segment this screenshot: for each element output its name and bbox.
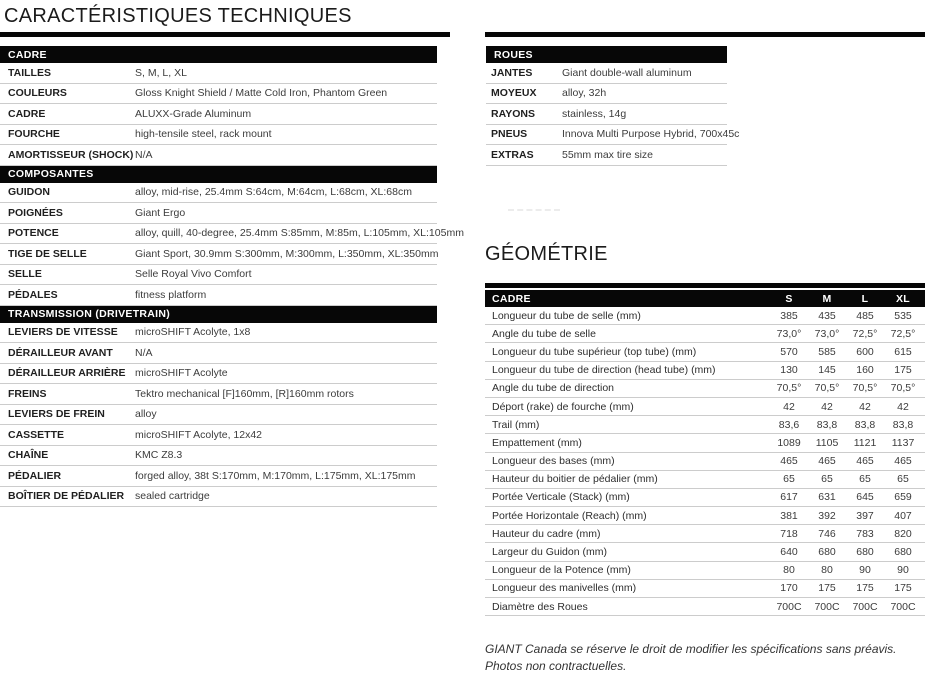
geometry-row-label: Portée Horizontale (Reach) (mm) — [492, 509, 647, 522]
geometry-value: 615 — [894, 345, 912, 358]
spec-value: alloy, mid-rise, 25.4mm S:64cm, M:64cm, L:68cm, XL:68cm — [135, 186, 412, 199]
geometry-row — [485, 507, 925, 525]
footer-disclaimer: GIANT Canada se réserve le droit de modifier les spécifications sans préavis. Photos non contractuelles. — [485, 642, 897, 674]
geometry-row-label: Largeur du Guidon (mm) — [492, 546, 607, 559]
geometry-row — [485, 307, 925, 325]
geometry-value: 1137 — [891, 436, 915, 449]
geometry-value: 70,5° — [852, 382, 878, 395]
spec-value: forged alloy, 38t S:170mm, M:170mm, L:175mm, XL:175mm — [135, 469, 416, 482]
spec-value: Tektro mechanical [F]160mm, [R]160mm rotors — [135, 387, 354, 400]
geometry-value: 631 — [818, 491, 836, 504]
geometry-row — [485, 434, 925, 452]
spec-value: 55mm max tire size — [562, 148, 654, 161]
geometry-value: 617 — [780, 491, 798, 504]
geometry-value: 783 — [856, 527, 874, 540]
spec-label: POIGNÉES — [8, 206, 63, 219]
geometry-value: 485 — [856, 309, 874, 322]
geometry-row — [485, 543, 925, 561]
spec-row — [0, 343, 437, 364]
spec-row — [0, 425, 437, 446]
geometry-size-column-header: L — [861, 292, 869, 305]
spec-value: Gloss Knight Shield / Matte Cold Iron, Phantom Green — [135, 87, 388, 100]
geometry-value: 42 — [783, 400, 795, 413]
geometry-value: 680 — [818, 546, 836, 559]
geometry-table — [485, 290, 925, 616]
geometry-value: 407 — [894, 509, 912, 522]
spec-label: PNEUS — [491, 128, 528, 141]
geometry-value: 83,8 — [892, 418, 914, 431]
geometry-value: 585 — [818, 345, 836, 358]
spec-value: alloy, 32h — [562, 87, 607, 100]
geometry-value: 70,5° — [776, 382, 802, 395]
geometry-row-label: Diamètre des Roues — [492, 600, 588, 613]
spec-value: microSHIFT Acolyte — [135, 367, 228, 380]
spec-tables-left-column — [0, 46, 464, 507]
geometry-row-label: Longueur du tube de direction (head tube) (mm) — [492, 364, 716, 377]
geometry-row — [485, 362, 925, 380]
spec-row — [0, 104, 437, 125]
spec-label: POTENCE — [8, 227, 59, 240]
spec-label: JANTES — [491, 66, 533, 79]
geometry-value: 570 — [780, 345, 798, 358]
spec-row — [0, 323, 437, 344]
geometry-value: 645 — [856, 491, 874, 504]
spec-value: Giant Sport, 30.9mm S:300mm, M:300mm, L:350mm, XL:350mm — [135, 247, 439, 260]
geometry-row — [485, 580, 925, 598]
geometry-value: 73,0° — [814, 327, 840, 340]
spec-label: PÉDALES — [8, 288, 58, 301]
geometry-value: 465 — [818, 455, 836, 468]
geometry-value: 746 — [818, 527, 836, 540]
spec-row — [0, 405, 437, 426]
geometry-row — [485, 562, 925, 580]
geometry-value: 80 — [783, 564, 795, 577]
spec-value: fitness platform — [135, 288, 207, 301]
spec-label: DÉRAILLEUR ARRIÈRE — [8, 367, 126, 380]
spec-value: microSHIFT Acolyte, 1x8 — [135, 326, 251, 339]
spec-value: sealed cartridge — [135, 490, 210, 503]
spec-value: high-tensile steel, rack mount — [135, 128, 272, 141]
geometry-row-label: Longueur de la Potence (mm) — [492, 564, 631, 577]
geometry-value: 145 — [818, 364, 836, 377]
spec-label: FOURCHE — [8, 128, 60, 141]
spec-label: CADRE — [8, 107, 46, 120]
geometry-row — [485, 398, 925, 416]
geometry-value: 535 — [894, 309, 912, 322]
geometry-value: 83,6 — [778, 418, 800, 431]
geometry-value: 175 — [894, 582, 912, 595]
spec-value: Giant Ergo — [135, 206, 186, 219]
geometry-title-rule — [485, 283, 925, 288]
geometry-row-label: Longueur du tube de selle (mm) — [492, 309, 641, 322]
geometry-value: 175 — [856, 582, 874, 595]
spec-row — [0, 384, 437, 405]
geometry-header-row — [485, 290, 925, 307]
section-header: COMPOSANTES — [0, 166, 437, 183]
geometry-row-label: Longueur des manivelles (mm) — [492, 582, 637, 595]
geometry-value: 700C — [814, 600, 840, 613]
geometry-value: 83,8 — [854, 418, 876, 431]
page-title: CARACTÉRISTIQUES TECHNIQUES — [4, 5, 352, 27]
section-header: CADRE — [0, 46, 437, 63]
spec-value: alloy, quill, 40-degree, 25.4mm S:85mm, M:85m, L:105mm, XL:105mm — [135, 227, 464, 240]
geometry-value: 700C — [776, 600, 802, 613]
spec-value: ALUXX-Grade Aluminum — [135, 107, 252, 120]
geometry-value: 1121 — [853, 436, 877, 449]
geometry-value: 600 — [856, 345, 874, 358]
geometry-size-column-header: S — [785, 292, 793, 305]
spec-row — [0, 466, 437, 487]
geometry-value: 73,0° — [776, 327, 802, 340]
spec-label: FREINS — [8, 387, 47, 400]
spec-row — [0, 244, 437, 265]
spec-row — [0, 285, 437, 306]
geometry-value: 175 — [818, 582, 836, 595]
geometry-value: 42 — [897, 400, 909, 413]
spec-value: microSHIFT Acolyte, 12x42 — [135, 428, 263, 441]
spec-row — [0, 487, 437, 508]
geometry-row-label: Longueur du tube supérieur (top tube) (mm) — [492, 345, 697, 358]
wheels-spec-table — [486, 46, 740, 166]
spec-row — [486, 125, 740, 146]
spec-row — [0, 364, 437, 385]
spec-row — [486, 145, 727, 166]
spec-label: CASSETTE — [8, 428, 65, 441]
geometry-row — [485, 380, 925, 398]
geometry-value: 42 — [821, 400, 833, 413]
geometry-value: 65 — [859, 473, 871, 486]
spec-label: LEVIERS DE FREIN — [8, 408, 105, 421]
geometry-size-column-header: XL — [895, 292, 911, 305]
geometry-value: 700C — [852, 600, 878, 613]
spec-value: N/A — [135, 346, 153, 359]
geometry-row-label: Empattement (mm) — [492, 436, 582, 449]
spec-label: RAYONS — [491, 107, 535, 120]
title-rule-right — [485, 32, 925, 37]
spec-row — [0, 203, 437, 224]
geometry-value: 392 — [818, 509, 836, 522]
geometry-row-label: Angle du tube de selle — [492, 327, 596, 340]
geometry-value: 1105 — [815, 436, 839, 449]
geometry-value: 465 — [856, 455, 874, 468]
geometry-row-label: Hauteur du cadre (mm) — [492, 527, 601, 540]
title-rule-left — [0, 32, 450, 37]
geometry-value: 465 — [894, 455, 912, 468]
spec-row — [0, 63, 437, 84]
spec-value: Selle Royal Vivo Comfort — [135, 268, 252, 281]
spec-row — [486, 63, 727, 84]
geometry-value: 160 — [856, 364, 874, 377]
geometry-header-label: CADRE — [492, 292, 531, 305]
geometry-value: 465 — [780, 455, 798, 468]
spec-row — [0, 224, 464, 245]
spec-value: alloy — [135, 408, 157, 421]
geometry-value: 397 — [856, 509, 874, 522]
spec-value: S, M, L, XL — [135, 66, 187, 79]
geometry-row — [485, 325, 925, 343]
geometry-value: 42 — [859, 400, 871, 413]
geometry-value: 680 — [856, 546, 874, 559]
spec-row — [0, 145, 437, 166]
geometry-value: 70,5° — [890, 382, 916, 395]
geometry-value: 90 — [897, 564, 909, 577]
spec-value: stainless, 14g — [562, 107, 627, 120]
geometry-value: 820 — [894, 527, 912, 540]
section-header: TRANSMISSION (DRIVETRAIN) — [0, 306, 437, 323]
spec-label: AMORTISSEUR (SHOCK) — [8, 148, 134, 161]
geometry-value: 83,8 — [816, 418, 838, 431]
spec-row — [0, 183, 437, 204]
spec-label: COULEURS — [8, 87, 67, 100]
geometry-row — [485, 343, 925, 361]
spec-value: N/A — [135, 148, 153, 161]
spec-label: TIGE DE SELLE — [8, 247, 87, 260]
geometry-value: 659 — [894, 491, 912, 504]
spec-label: BOÎTIER DE PÉDALIER — [8, 490, 125, 503]
section-header: ROUES — [486, 46, 727, 63]
geometry-value: 1089 — [777, 436, 801, 449]
geometry-value: 718 — [780, 527, 798, 540]
geometry-value: 72,5° — [852, 327, 878, 340]
spec-value: Giant double-wall aluminum — [562, 66, 692, 79]
spec-label: MOYEUX — [491, 87, 537, 100]
geometry-value: 80 — [821, 564, 833, 577]
geometry-value: 65 — [821, 473, 833, 486]
geometry-value: 381 — [780, 509, 798, 522]
spec-label: PÉDALIER — [8, 469, 62, 482]
geometry-row — [485, 598, 925, 616]
geometry-row-label: Longueur des bases (mm) — [492, 455, 615, 468]
spec-row — [0, 265, 437, 286]
geometry-row-label: Hauteur du boitier de pédalier (mm) — [492, 473, 658, 486]
spec-label: GUIDON — [8, 186, 50, 199]
geometry-value: 700C — [890, 600, 916, 613]
geometry-section-title: GÉOMÉTRIE — [485, 243, 608, 265]
geometry-value: 640 — [780, 546, 798, 559]
geometry-value: 175 — [894, 364, 912, 377]
spec-label: CHAÎNE — [8, 449, 49, 462]
geometry-value: 680 — [894, 546, 912, 559]
spec-value: Innova Multi Purpose Hybrid, 700x45c — [562, 128, 740, 141]
geometry-value: 65 — [897, 473, 909, 486]
spec-label: SELLE — [8, 268, 42, 281]
spec-row — [0, 84, 437, 105]
geometry-row-label: Portée Verticale (Stack) (mm) — [492, 491, 630, 504]
faded-artifact — [508, 209, 560, 211]
spec-label: EXTRAS — [491, 148, 534, 161]
geometry-row — [485, 453, 925, 471]
geometry-value: 65 — [783, 473, 795, 486]
geometry-row-label: Déport (rake) de fourche (mm) — [492, 400, 634, 413]
spec-row — [0, 125, 437, 146]
spec-label: LEVIERS DE VITESSE — [8, 326, 118, 339]
spec-row — [486, 84, 727, 105]
spec-row — [486, 104, 727, 125]
spec-label: TAILLES — [8, 66, 51, 79]
geometry-size-column-header: M — [822, 292, 832, 305]
geometry-value: 385 — [780, 309, 798, 322]
geometry-value: 130 — [780, 364, 798, 377]
geometry-value: 70,5° — [814, 382, 840, 395]
spec-row — [0, 446, 437, 467]
geometry-row — [485, 471, 925, 489]
geometry-value: 170 — [780, 582, 798, 595]
geometry-value: 72,5° — [890, 327, 916, 340]
geometry-value: 90 — [859, 564, 871, 577]
spec-value: KMC Z8.3 — [135, 449, 183, 462]
geometry-row-label: Angle du tube de direction — [492, 382, 615, 395]
geometry-row — [485, 416, 925, 434]
geometry-row — [485, 525, 925, 543]
geometry-row-label: Trail (mm) — [492, 418, 540, 431]
spec-label: DÉRAILLEUR AVANT — [8, 346, 113, 359]
geometry-value: 435 — [818, 309, 836, 322]
geometry-row — [485, 489, 925, 507]
